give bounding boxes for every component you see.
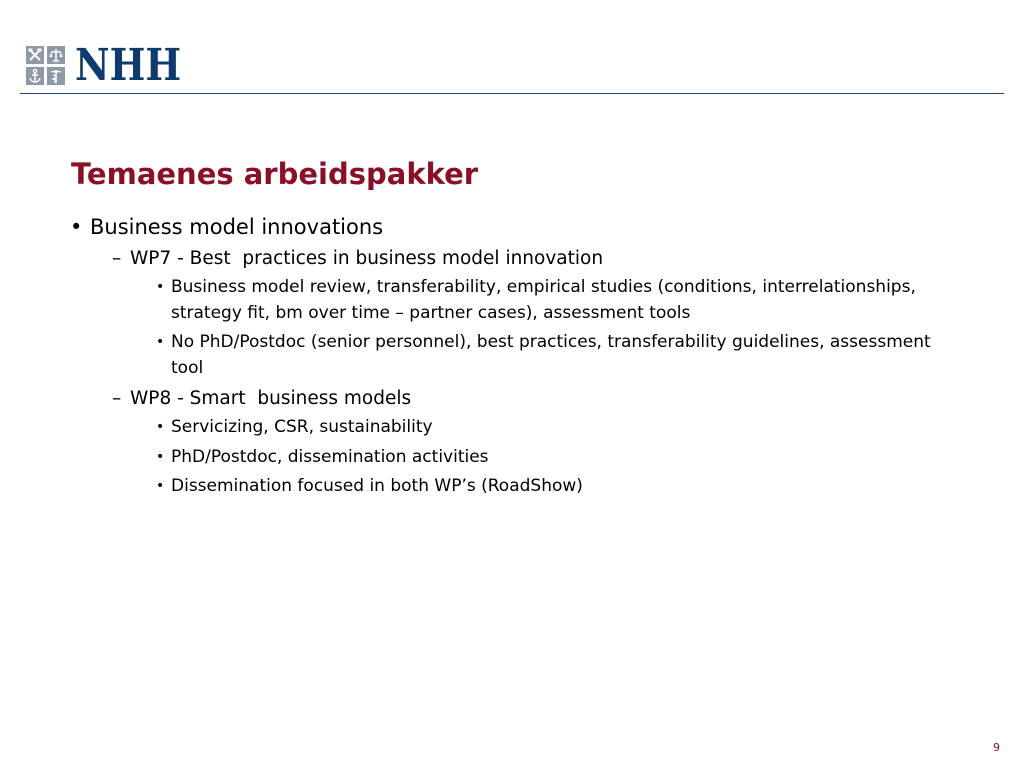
bullet-level3 [156, 330, 970, 381]
bullet-level3 [156, 474, 970, 500]
bullet-text: Business model innovations [90, 215, 384, 239]
bullet-text: No PhD/Postdoc (senior personnel), best practices, transferability guidelines, assessment tool [171, 332, 937, 378]
dash-marker: – [112, 248, 122, 269]
bullet-text: WP8 - Smart business models [130, 388, 412, 409]
bullet-level3 [156, 445, 970, 471]
caduceus-icon [47, 67, 65, 85]
dash-marker: – [112, 388, 122, 409]
bullet-level2 [112, 245, 970, 272]
bullet-level1 [70, 212, 970, 242]
bullet-marker: • [70, 215, 83, 239]
bullet-marker: • [156, 279, 165, 295]
bullet-marker: • [156, 478, 165, 494]
nhh-wordmark: NHH [75, 40, 182, 91]
bullet-text: PhD/Postdoc, dissemination activities [171, 446, 489, 467]
bullet-level3 [156, 275, 970, 326]
nhh-emblem [26, 46, 65, 85]
bullet-marker: • [156, 334, 165, 350]
bullet-marker: • [156, 448, 165, 465]
anchor-icon [26, 67, 44, 85]
page-number: 9 [993, 741, 1000, 754]
bullet-level2 [112, 385, 970, 412]
scales-icon [47, 46, 65, 64]
bullet-text: WP7 - Best practices in business model innovation [130, 248, 604, 269]
header-divider [20, 93, 1004, 94]
bullet-marker: • [156, 419, 165, 435]
bullet-list [70, 212, 970, 504]
bullet-level3 [156, 415, 970, 441]
bullet-text: Business model review, transferability, empirical studies (conditions, interrelationships, strategy fit, bm over time – partner cases), assessment tools [171, 277, 922, 323]
nhh-logo [26, 40, 198, 91]
crossed-hammers-icon [26, 46, 44, 64]
slide-title: Temaenes arbeidspakker [71, 157, 479, 191]
bullet-text: Dissemination focused in both WP’s (RoadShow) [171, 476, 583, 496]
bullet-text: Servicizing, CSR, sustainability [171, 417, 433, 437]
